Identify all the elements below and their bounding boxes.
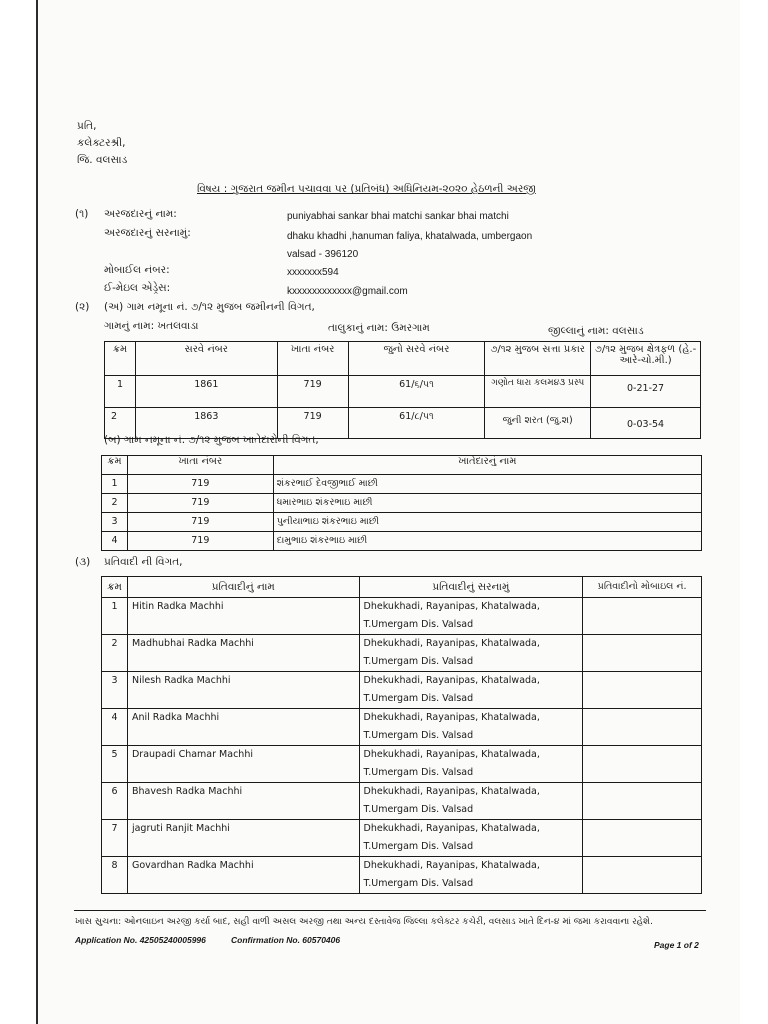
old-survey-cell: 61/૬/પ૧ <box>348 376 485 408</box>
survey-number-cell: 1863 <box>135 408 277 439</box>
serial-cell: 3 <box>102 513 128 532</box>
table-row <box>102 475 702 494</box>
respondents-section-number: (૩) <box>75 556 91 568</box>
respondent-address-cell <box>359 820 583 857</box>
applicant-address-line-1: dhaku khadhi ,hanuman faliya, khatalwada, umbergaon <box>287 231 533 242</box>
serial-cell: 4 <box>102 709 128 746</box>
survey-number-cell: 1861 <box>135 376 277 408</box>
address-line-2: T.Umergam Dis. Valsad <box>363 656 474 667</box>
table-row <box>102 820 702 857</box>
applicant-mobile-label: મોબાઈલ નંબર: <box>104 264 170 276</box>
column-header: સરવે નંબર <box>135 342 277 376</box>
serial-cell: 7 <box>102 820 128 857</box>
khata-number-cell: 719 <box>127 532 273 551</box>
address-line-1: Dhekukhadi, Rayanipas, Khatalwada, <box>363 786 540 797</box>
applicant-name-label: અરજદારનું નામ: <box>104 208 177 220</box>
respondent-name-cell: Madhubhai Radka Machhi <box>127 635 359 672</box>
respondent-name-cell: Nilesh Radka Machhi <box>127 672 359 709</box>
column-header: ૭/૧૨ મુજબ સત્તા પ્રકાર <box>485 342 591 376</box>
respondent-name-cell: Bhavesh Radka Machhi <box>127 783 359 820</box>
table-header-row <box>102 577 702 598</box>
footer-divider <box>74 910 706 911</box>
table-row <box>102 598 702 635</box>
area-cell: 0-03-54 <box>591 408 701 439</box>
table-header-row <box>105 342 701 376</box>
column-header: ખાતેદારનું નામ <box>273 456 701 475</box>
column-header: ૭/૧૨ મુજબ ક્ષેત્રફળ (હે.-આરે-ચો.મી.) <box>591 342 701 376</box>
applicant-email-label: ઈ-મેઇલ એડ્રેસ: <box>104 282 171 294</box>
column-header: ક્રમ <box>102 577 128 598</box>
serial-cell: 2 <box>105 408 136 439</box>
khata-number-cell: 719 <box>277 376 348 408</box>
respondent-name-cell: Anil Radka Machhi <box>127 709 359 746</box>
respondent-name-cell: jagruti Ranjit Machhi <box>127 820 359 857</box>
holder-name-cell: પુનીયાભાઇ શંકરભાઇ માછી <box>273 513 701 532</box>
respondent-address-cell <box>359 598 583 635</box>
column-header: પ્રતિવાદીનો મોબાઇલ નં. <box>583 577 702 598</box>
respondent-name-cell: Hitin Radka Machhi <box>127 598 359 635</box>
confirmation-number: Confirmation No. 60570406 <box>231 935 341 945</box>
address-line-2: T.Umergam Dis. Valsad <box>363 730 474 741</box>
respondent-name-cell: Govardhan Radka Machhi <box>127 857 359 894</box>
column-header: પ્રતિવાદીનું સરનામું <box>359 577 583 598</box>
table-row <box>105 376 701 408</box>
serial-cell: 5 <box>102 746 128 783</box>
applicant-address-label: અરજદારનું સરનામું: <box>104 227 191 239</box>
old-survey-cell: 61/૮/પ૧ <box>348 408 485 439</box>
table-row <box>102 494 702 513</box>
addressee-line-1: પ્રતિ, <box>77 120 97 132</box>
table-row <box>102 513 702 532</box>
tenure-cell: જુની શરત (જુ.શ) <box>485 408 591 439</box>
table-row <box>102 635 702 672</box>
taluka-name: તાલુકાનું નામ: ઉમરગામ <box>328 322 430 334</box>
land-section-number: (૨) <box>75 301 90 313</box>
column-header: પ્રતિવાદીનું નામ <box>127 577 359 598</box>
address-line-1: Dhekukhadi, Rayanipas, Khatalwada, <box>363 638 540 649</box>
footer-note: ખાસ સુચના: ઓનલાઇન અરજી કર્યા બાદ, સહી વાળી અસલ અરજી તથા અન્ય દસ્તાવેજ જિલ્લા કલેક્ટર કચેરી, વલસાડ ખાતે દિન-૪ માં જમા કરાવવાના રહેશે. <box>75 917 653 927</box>
address-line-2: T.Umergam Dis. Valsad <box>363 619 474 630</box>
respondent-address-cell <box>359 709 583 746</box>
respondent-address-cell <box>359 746 583 783</box>
respondent-mobile-cell <box>583 820 702 857</box>
column-header: ક્રમ <box>105 342 136 376</box>
applicant-mobile-value: xxxxxxx594 <box>287 267 339 278</box>
area-cell: 0-21-27 <box>591 376 701 408</box>
village-name: ગામનું નામ: ખતલવાડા <box>104 320 199 332</box>
respondent-mobile-cell <box>583 783 702 820</box>
addressee-line-2: કલેક્ટરશ્રી, <box>77 137 126 149</box>
page-number: Page 1 of 2 <box>654 940 699 950</box>
respondent-address-cell <box>359 783 583 820</box>
tenure-cell: ગણોત ધારા કલમ૪૩ પ્રસ્પ <box>485 376 591 408</box>
serial-cell: 2 <box>102 494 128 513</box>
respondent-address-cell <box>359 857 583 894</box>
address-line-1: Dhekukhadi, Rayanipas, Khatalwada, <box>363 675 540 686</box>
table-row <box>102 783 702 820</box>
address-line-1: Dhekukhadi, Rayanipas, Khatalwada, <box>363 712 540 723</box>
table-row <box>102 857 702 894</box>
address-line-2: T.Umergam Dis. Valsad <box>363 878 474 889</box>
applicant-name-value: puniyabhai sankar bhai matchi sankar bhai matchi <box>287 211 509 222</box>
land-section-heading: (અ) ગામ નમૂના નં. ૭/૧૨ મુજબ જમીનની વિગત, <box>104 301 315 313</box>
holder-name-cell: શંકરભાઈ દેવજીભાઈ માછી <box>273 475 701 494</box>
table-row <box>102 709 702 746</box>
serial-cell: 1 <box>105 376 136 408</box>
respondents-table <box>101 576 702 894</box>
serial-cell: 1 <box>102 598 128 635</box>
application-number: Application No. 42505240005996 <box>75 935 206 945</box>
holders-heading: (બ) ગામ નમૂના નં. ૭/૧૨ મુજબ ખાતેદારોની વિગત, <box>104 434 319 446</box>
khata-number-cell: 719 <box>277 408 348 439</box>
respondent-mobile-cell <box>583 598 702 635</box>
land-details-table <box>104 341 701 439</box>
khata-number-cell: 719 <box>127 475 273 494</box>
subject-line: વિષય : ગુજરાત જમીન પચાવવા પર (પ્રતિબંધ) અધિનિયમ-૨૦૨૦ હેઠળની અરજી <box>197 183 536 195</box>
column-header: જુનો સરવે નંબર <box>348 342 485 376</box>
respondent-address-cell <box>359 672 583 709</box>
respondent-mobile-cell <box>583 857 702 894</box>
table-header-row <box>102 456 702 475</box>
serial-cell: 2 <box>102 635 128 672</box>
applicant-address-line-2: valsad - 396120 <box>287 249 359 260</box>
holders-table <box>101 455 702 551</box>
column-header: ખાતા નંબર <box>127 456 273 475</box>
address-line-1: Dhekukhadi, Rayanipas, Khatalwada, <box>363 601 540 612</box>
respondent-mobile-cell <box>583 746 702 783</box>
khata-number-cell: 719 <box>127 494 273 513</box>
respondent-address-cell <box>359 635 583 672</box>
khata-number-cell: 719 <box>127 513 273 532</box>
applicant-section-number: (૧) <box>75 208 89 220</box>
respondent-name-cell: Draupadi Chamar Machhi <box>127 746 359 783</box>
table-row <box>102 746 702 783</box>
addressee-line-3: જિ. વલસાડ <box>77 154 128 166</box>
address-line-2: T.Umergam Dis. Valsad <box>363 767 474 778</box>
respondent-mobile-cell <box>583 709 702 746</box>
column-header: ખાતા નંબર <box>277 342 348 376</box>
table-row <box>102 532 702 551</box>
district-name: જીલ્લાનું નામ: વલસાડ <box>548 325 644 337</box>
column-header: ક્રમ <box>102 456 128 475</box>
respondent-mobile-cell <box>583 672 702 709</box>
serial-cell: 3 <box>102 672 128 709</box>
address-line-1: Dhekukhadi, Rayanipas, Khatalwada, <box>363 823 540 834</box>
address-line-1: Dhekukhadi, Rayanipas, Khatalwada, <box>363 860 540 871</box>
table-row <box>102 672 702 709</box>
holder-name-cell: દામુભાઇ શંકરભાઇ માછી <box>273 532 701 551</box>
address-line-1: Dhekukhadi, Rayanipas, Khatalwada, <box>363 749 540 760</box>
address-line-2: T.Umergam Dis. Valsad <box>363 841 474 852</box>
address-line-2: T.Umergam Dis. Valsad <box>363 804 474 815</box>
serial-cell: 1 <box>102 475 128 494</box>
serial-cell: 6 <box>102 783 128 820</box>
respondents-heading: પ્રતિવાદી ની વિગત, <box>104 556 183 568</box>
respondent-mobile-cell <box>583 635 702 672</box>
holder-name-cell: ધમારભાઇ શંકરભાઇ માછી <box>273 494 701 513</box>
serial-cell: 4 <box>102 532 128 551</box>
address-line-2: T.Umergam Dis. Valsad <box>363 693 474 704</box>
applicant-email-value: kxxxxxxxxxxxx@gmail.com <box>287 286 408 297</box>
serial-cell: 8 <box>102 857 128 894</box>
